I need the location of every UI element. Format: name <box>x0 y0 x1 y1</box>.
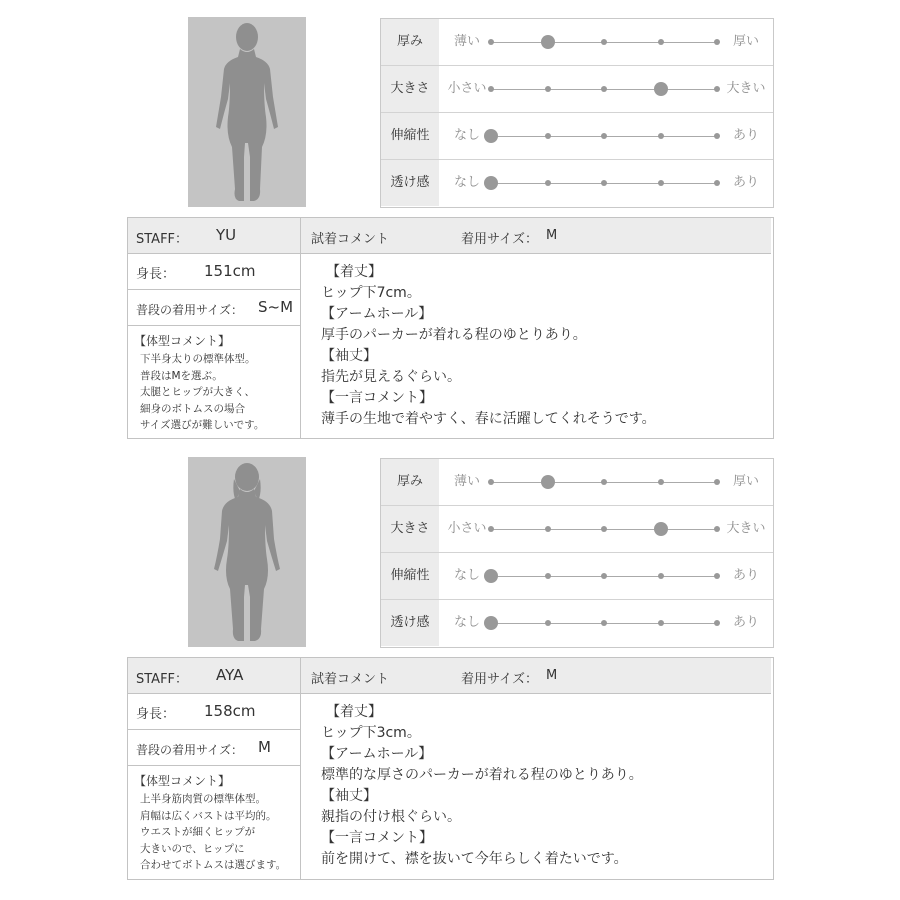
attr-low-label: 薄い <box>453 474 480 489</box>
scale-marker <box>658 180 664 186</box>
scale-marker <box>714 620 720 626</box>
scale-marker <box>658 133 664 139</box>
height-value: 151cm <box>204 262 256 280</box>
body-comment-title: 【体型コメント】 <box>134 334 231 348</box>
attr-row-size <box>381 66 773 113</box>
scale-marker <box>714 573 720 579</box>
scale-marker <box>714 479 720 485</box>
scale-marker-selected <box>654 522 668 536</box>
attr-low-label: 小さい <box>447 521 487 536</box>
scale-marker-selected <box>484 176 498 190</box>
staff-name: AYA <box>216 666 244 684</box>
body-comment-cell <box>128 766 301 879</box>
body-comment-title: 【体型コメント】 <box>134 774 231 788</box>
attr-label: 大きさ <box>381 66 439 112</box>
scale-marker <box>658 620 664 626</box>
review-title: 試着コメント <box>311 672 390 687</box>
review-line: 標準的な厚さのパーカーが着れる程のゆとりあり。 <box>321 767 643 783</box>
review-title: 試着コメント <box>311 232 390 247</box>
scale-marker <box>545 86 551 92</box>
body-comment-line: 合わせてボトムスは選びます。 <box>140 859 287 871</box>
attr-row-thickness <box>381 19 773 66</box>
attr-label: 厚み <box>381 19 439 65</box>
attr-scale-track <box>491 576 717 577</box>
attr-scale-track <box>491 89 717 90</box>
height-value: 158cm <box>204 702 256 720</box>
attr-high-label: 厚い <box>732 474 759 489</box>
attr-low-label: 小さい <box>447 81 487 96</box>
scale-marker <box>658 479 664 485</box>
body-comment-line: 大きいので、ヒップに <box>140 842 245 855</box>
review-line: 【アームホール】 <box>321 746 433 762</box>
attr-high-label: 厚い <box>732 34 759 49</box>
usual-size-label: 普段の着用サイズ： <box>136 303 244 317</box>
attribute-table-yu <box>380 18 774 208</box>
staff-silhouette-aya <box>188 457 306 647</box>
review-header-cell <box>301 218 771 254</box>
review-line: 【一言コメント】 <box>321 390 433 406</box>
body-comment-line: 普段はMを選ぶ。 <box>140 369 223 382</box>
attr-label: 透け感 <box>381 600 439 646</box>
attr-row-sheerness <box>381 160 773 206</box>
person-silhouette-icon <box>188 457 306 647</box>
worn-size-label: 着用サイズ： <box>461 232 538 247</box>
scale-marker <box>601 479 607 485</box>
attr-label: 伸縮性 <box>381 553 439 599</box>
staff-label: STAFF： <box>136 672 189 687</box>
scale-marker <box>601 573 607 579</box>
scale-marker <box>488 479 494 485</box>
review-header-cell <box>301 658 771 694</box>
review-line: 【袖丈】 <box>321 788 377 804</box>
review-line: 【着丈】 <box>326 704 382 720</box>
worn-size-value: M <box>546 228 558 243</box>
attr-label: 厚み <box>381 459 439 505</box>
attr-high-label: あり <box>732 568 759 583</box>
body-comment-text <box>140 351 264 434</box>
scale-marker-selected <box>484 129 498 143</box>
review-body-cell <box>301 254 771 438</box>
scale-marker <box>545 180 551 186</box>
attr-row-sheerness <box>381 600 773 646</box>
attr-low-label: なし <box>453 615 480 630</box>
attr-low-label: なし <box>453 568 480 583</box>
scale-marker <box>714 39 720 45</box>
attr-scale-track <box>491 42 717 43</box>
scale-marker <box>545 620 551 626</box>
scale-marker-selected <box>654 82 668 96</box>
body-comment-line: サイズ選びが難しいです。 <box>140 419 265 431</box>
scale-marker <box>545 526 551 532</box>
staff-silhouette-yu <box>188 17 306 207</box>
usual-size-cell <box>128 730 301 766</box>
attr-high-label: あり <box>732 615 759 630</box>
review-line: 【一言コメント】 <box>321 830 433 846</box>
height-label: 身長： <box>136 707 176 722</box>
scale-marker <box>488 526 494 532</box>
scale-marker <box>601 86 607 92</box>
attr-low-label: 薄い <box>453 34 480 49</box>
usual-size-cell <box>128 290 301 326</box>
staff-name-cell <box>128 218 301 254</box>
attr-scale-track <box>491 183 717 184</box>
review-line: 厚手のパーカーが着れる程のゆとりあり。 <box>321 327 587 343</box>
scale-marker <box>545 133 551 139</box>
scale-marker <box>658 39 664 45</box>
height-cell <box>128 694 301 730</box>
height-cell <box>128 254 301 290</box>
usual-size-value: M <box>258 738 271 756</box>
usual-size-value: S~M <box>258 298 294 316</box>
review-text <box>321 702 643 870</box>
review-line: 指先が見えるぐらい。 <box>321 369 461 385</box>
attr-label: 大きさ <box>381 506 439 552</box>
attr-row-stretch <box>381 553 773 600</box>
attr-scale-track <box>491 482 717 483</box>
attr-high-label: 大きい <box>726 521 766 536</box>
body-comment-line: 太腿とヒップが大きく、 <box>140 386 255 398</box>
usual-size-label: 普段の着用サイズ： <box>136 743 244 757</box>
review-line: ヒップ下3cm。 <box>321 725 421 741</box>
attr-scale-track <box>491 136 717 137</box>
scale-marker <box>488 39 494 45</box>
attr-label: 透け感 <box>381 160 439 206</box>
review-line: ヒップ下7cm。 <box>321 285 421 301</box>
attr-scale-track <box>491 623 717 624</box>
height-label: 身長： <box>136 267 176 282</box>
body-comment-line: 肩幅は広くバストは平均的。 <box>140 809 277 822</box>
scale-marker <box>601 39 607 45</box>
body-comment-text <box>140 791 286 874</box>
review-line: 【アームホール】 <box>321 306 433 322</box>
worn-size-value: M <box>546 668 558 683</box>
scale-marker-selected <box>541 35 555 49</box>
scale-marker <box>601 133 607 139</box>
staff-info-table-yu <box>127 217 774 439</box>
person-silhouette-icon <box>188 17 306 207</box>
attr-high-label: あり <box>732 128 759 143</box>
scale-marker <box>714 133 720 139</box>
body-comment-line: 上半身筋肉質の標準体型。 <box>140 793 266 805</box>
review-text <box>321 262 656 430</box>
scale-marker <box>601 180 607 186</box>
attr-row-thickness <box>381 459 773 506</box>
worn-size-label: 着用サイズ： <box>461 672 538 687</box>
scale-marker <box>714 180 720 186</box>
scale-marker <box>601 620 607 626</box>
review-line: 親指の付け根ぐらい。 <box>321 809 461 825</box>
review-line: 【袖丈】 <box>321 348 377 364</box>
body-comment-line: ウエストが細くヒップが <box>140 826 256 838</box>
body-comment-cell <box>128 326 301 438</box>
scale-marker-selected <box>484 569 498 583</box>
attr-row-size <box>381 506 773 553</box>
scale-marker <box>488 86 494 92</box>
scale-marker <box>714 526 720 532</box>
attr-high-label: 大きい <box>726 81 766 96</box>
body-comment-line: 下半身太りの標準体型。 <box>140 353 256 365</box>
scale-marker <box>601 526 607 532</box>
staff-label: STAFF： <box>136 232 189 247</box>
attr-row-stretch <box>381 113 773 160</box>
scale-marker-selected <box>541 475 555 489</box>
staff-name: YU <box>216 226 237 244</box>
attr-scale-track <box>491 529 717 530</box>
attr-high-label: あり <box>732 175 759 190</box>
scale-marker <box>714 86 720 92</box>
review-body-cell <box>301 694 771 879</box>
scale-marker <box>545 573 551 579</box>
attribute-table-aya <box>380 458 774 648</box>
scale-marker-selected <box>484 616 498 630</box>
attr-low-label: なし <box>453 128 480 143</box>
scale-marker <box>658 573 664 579</box>
review-line: 前を開けて、襟を抜いて今年らしく着たいです。 <box>321 851 628 867</box>
review-line: 【着丈】 <box>326 264 382 280</box>
staff-name-cell <box>128 658 301 694</box>
review-line: 薄手の生地で着やすく、春に活躍してくれそうです。 <box>321 411 656 427</box>
attr-low-label: なし <box>453 175 480 190</box>
staff-info-table-aya <box>127 657 774 880</box>
attr-label: 伸縮性 <box>381 113 439 159</box>
body-comment-line: 細身のボトムスの場合 <box>140 402 245 415</box>
